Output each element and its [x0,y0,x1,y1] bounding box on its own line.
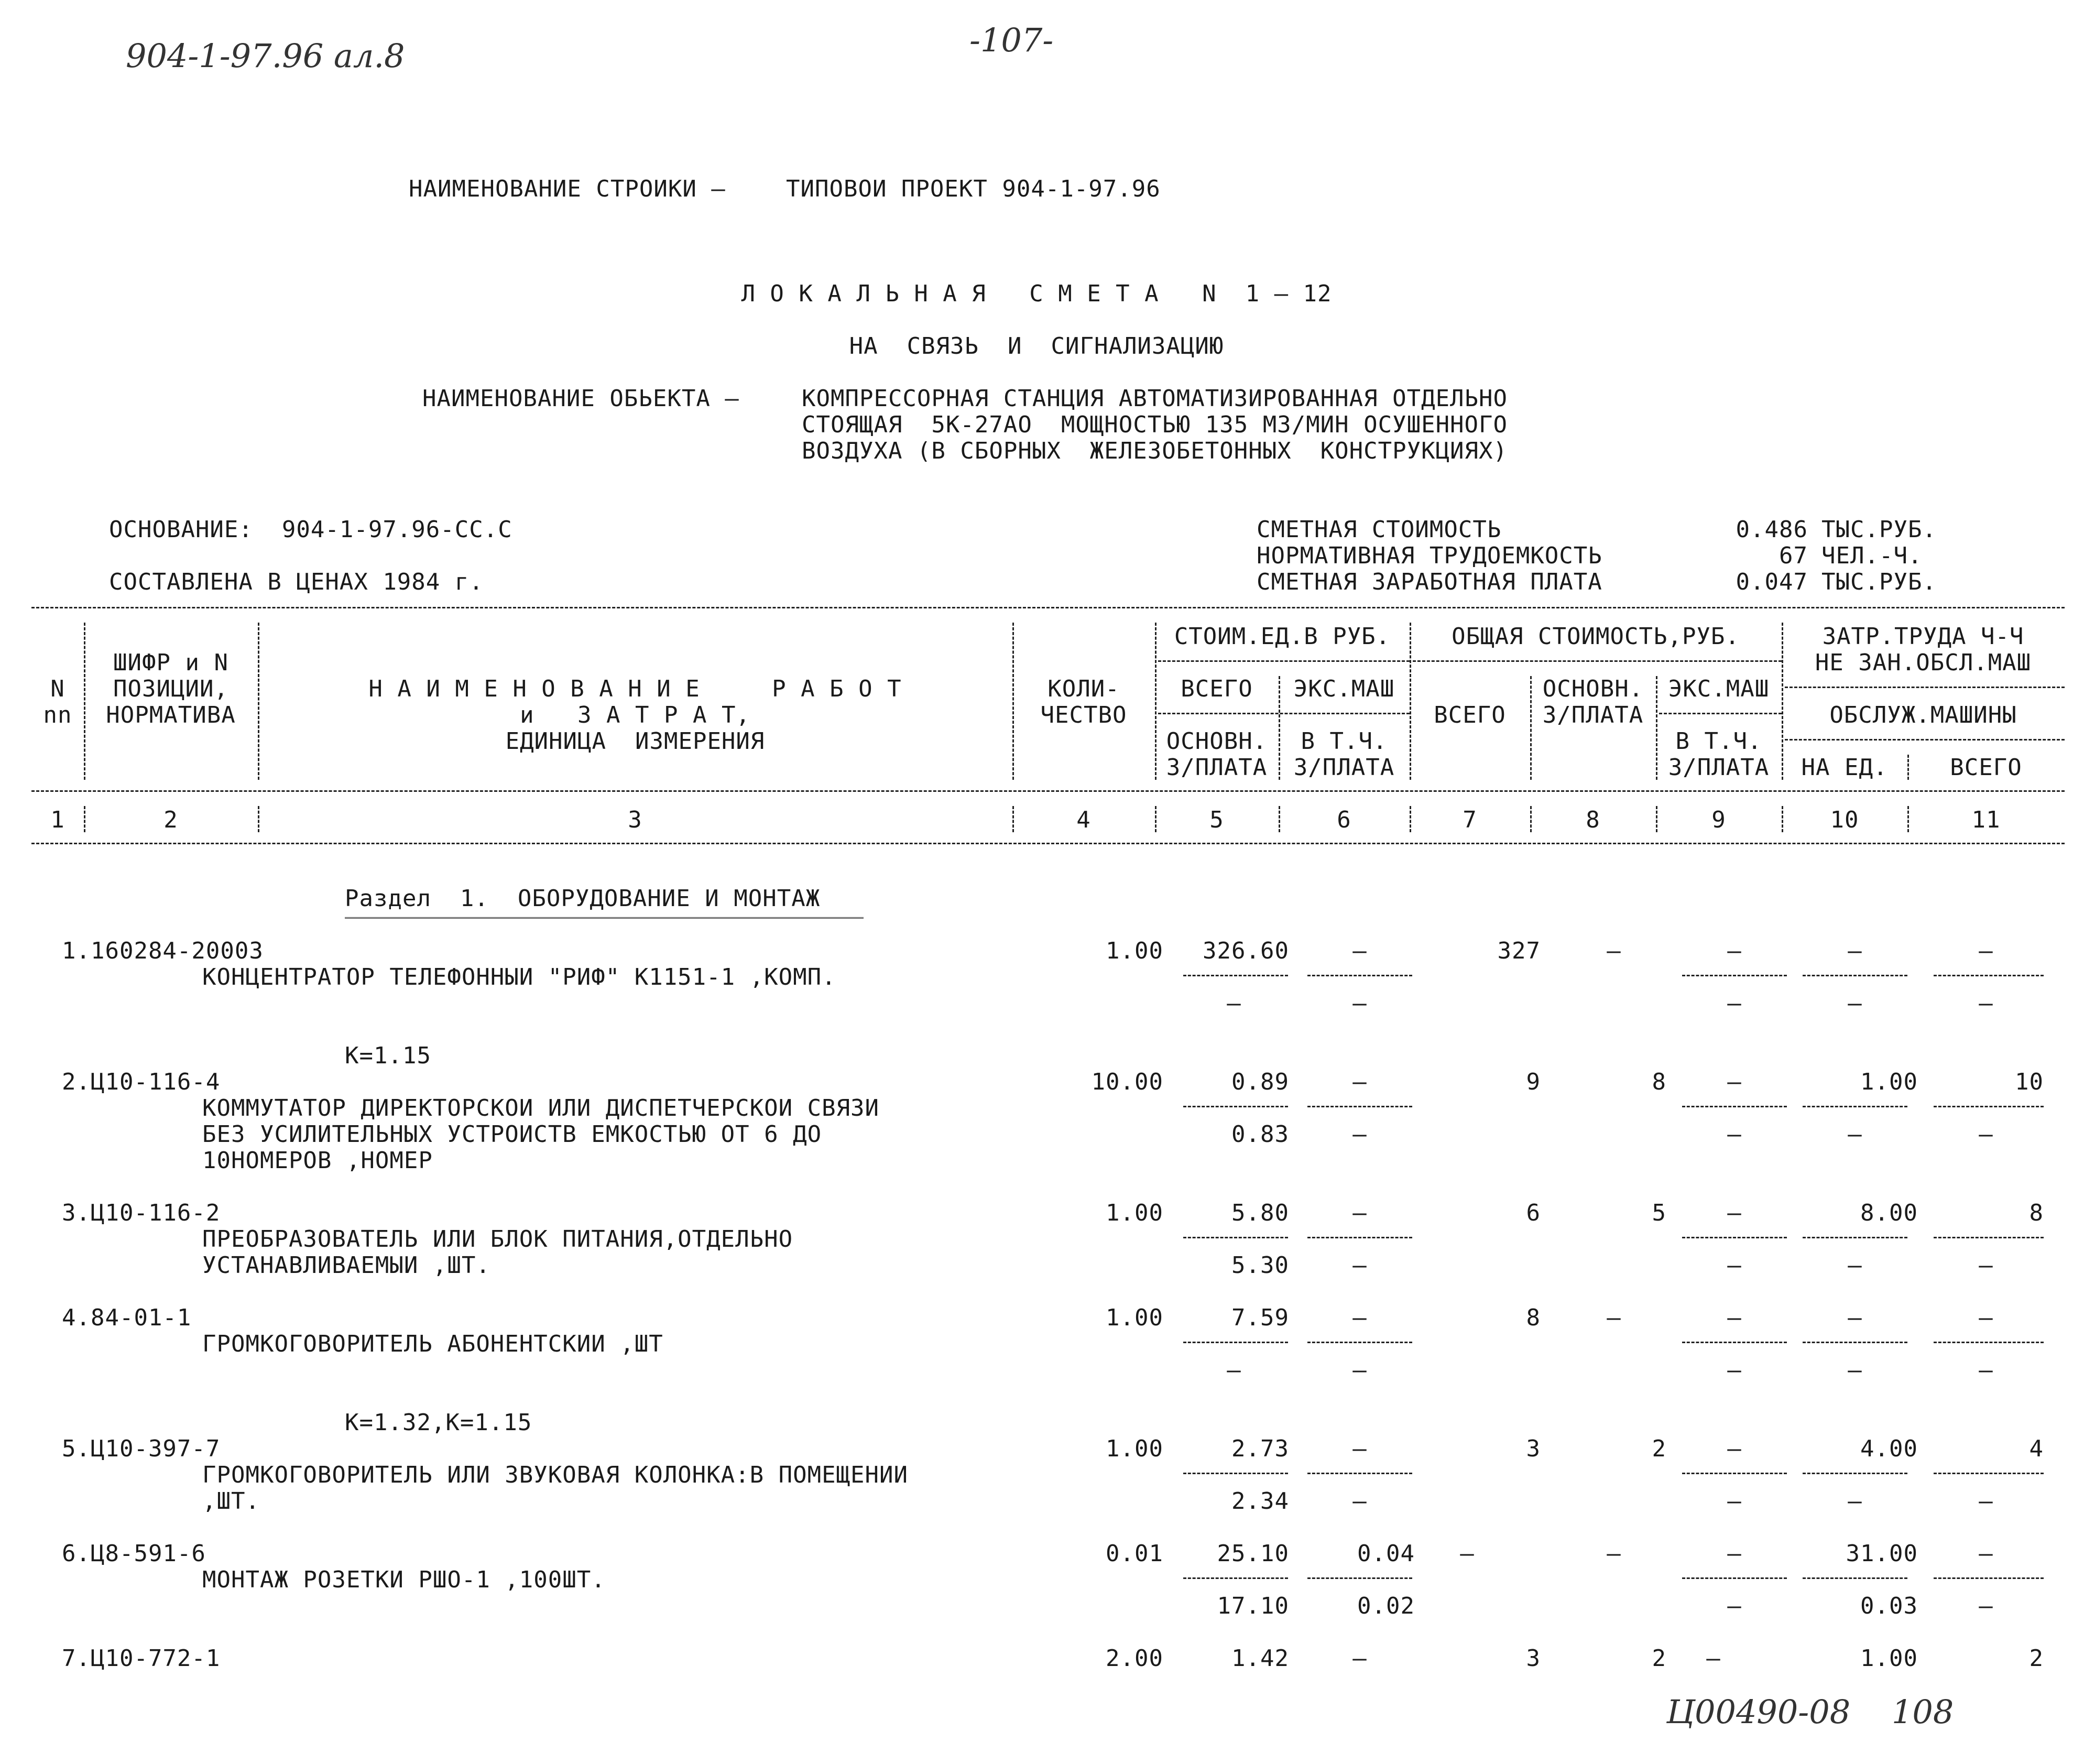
row-5-service-unit: – [1848,1488,1862,1515]
row-1-total-base: – [1607,938,1621,964]
row-1-service-unit: – [1848,990,1862,1017]
row-4-unit-base: – [1227,1357,1241,1384]
row-2-fraction [1682,1106,1787,1107]
row-5-qty: 1.00 [1106,1435,1163,1462]
coefficient-k1: К=1.15 [345,1042,431,1069]
header-unit-incl-2: З/ПЛАТА [1293,754,1395,781]
row-1-unit-incl: – [1352,990,1367,1017]
table-top-rule [31,607,2065,608]
row-2-total-incl: – [1727,1121,1742,1148]
row-2-total-base: 8 [1652,1069,1666,1095]
handwritten-page-number: -107- [969,21,1054,59]
row-1-labor-unit: – [1848,938,1862,964]
col-number-8: 8 [1586,807,1600,833]
col-number-6: 6 [1337,807,1351,833]
row-4-total-mach: – [1727,1304,1742,1331]
row-6-fraction [1934,1577,2044,1579]
row-5-code: 5.Ц10-397-7 [62,1435,221,1462]
col-divider [1530,806,1532,832]
header-subrule [1158,713,1410,714]
row-5-fraction [1307,1473,1412,1474]
row-2-unit-base: 0.83 [1231,1121,1289,1148]
header-total-base-1: ОСНОВН. [1542,676,1644,702]
object-label: НАИМЕНОВАНИЕ ОБЬЕКТА – [422,385,739,412]
row-3-fraction [1803,1237,1907,1238]
row-5-fraction [1803,1473,1907,1474]
row-3-qty: 1.00 [1106,1200,1163,1226]
row-4-total-base: – [1607,1304,1621,1331]
row-3-unit-base: 5.30 [1231,1252,1289,1279]
row-2-fraction [1934,1106,2044,1107]
row-3-unit-incl: – [1352,1252,1367,1279]
summary-value-cost: 0.486 [1736,516,1808,543]
row-4-desc-1: ГРОМКОГОВОРИТЕЛЬ АБОНЕНТСКИИ ,ШТ [202,1331,663,1357]
row-5-total-incl: – [1727,1488,1742,1515]
col-number-11: 11 [1971,807,2001,833]
row-6-code: 6.Ц8-591-6 [62,1540,206,1567]
object-line-3: ВОЗДУХА (В СБОРНЫХ ЖЕЛЕЗОБЕТОННЫХ КОНСТРУКЦИЯХ) [802,438,1508,464]
header-subrule [1158,660,1410,662]
col-divider [1012,806,1014,832]
row-6-labor-unit: 31.00 [1846,1540,1918,1567]
row-1-total-incl: – [1727,990,1742,1017]
row-2-unit-total: 0.89 [1231,1069,1289,1095]
row-2-fraction [1307,1106,1412,1107]
row-3-fraction [1682,1237,1787,1238]
row-1-fraction [1682,975,1787,976]
row-1-total: 327 [1497,938,1541,964]
row-2-qty: 10.00 [1091,1069,1163,1095]
col-number-9: 9 [1711,807,1726,833]
header-unit-total: ВСЕГО [1181,676,1253,702]
row-3-labor-total: 8 [2029,1200,2044,1226]
table-header-rule [31,790,2065,792]
header-total-mach: ЭКС.МАШ [1668,676,1770,702]
row-5-total-base: 2 [1652,1435,1666,1462]
row-1-fraction [1307,975,1412,976]
col-divider [1656,806,1657,832]
row-3-total-mach: – [1727,1200,1742,1226]
row-4-fraction [1183,1342,1288,1343]
row-6-fraction [1682,1577,1787,1579]
header-code-3: НОРМАТИВА [106,702,236,728]
row-2-labor-total: 10 [2015,1069,2044,1095]
row-4-fraction [1934,1342,2044,1343]
header-labor-service: ОБСЛУЖ.МАШИНЫ [1829,702,2017,728]
row-6-fraction [1307,1577,1412,1579]
row-6-fraction [1803,1577,1907,1579]
header-unit-base-2: З/ПЛАТА [1166,754,1268,781]
col-divider [1279,806,1280,832]
summary-value-wage: 0.047 [1736,569,1808,595]
row-6-unit-incl: 0.02 [1357,1593,1415,1619]
row-2-service-unit: – [1848,1121,1862,1148]
row-2-unit-incl: – [1352,1121,1367,1148]
row-5-labor-total: 4 [2029,1435,2044,1462]
col-divider [1907,806,1909,832]
header-total-base-2: З/ПЛАТА [1542,702,1644,728]
summary-unit-cost: ТЫС.РУБ. [1821,516,1937,543]
summary-unit-wage: ТЫС.РУБ. [1821,569,1937,595]
header-unit-cost: СТОИМ.ЕД.В РУБ. [1174,623,1391,650]
header-labor-unit: НА ЕД. [1801,754,1888,781]
row-3-total-incl: – [1727,1252,1742,1279]
row-5-fraction [1682,1473,1787,1474]
estimate-title: Л О К А Л Ь Н А Я С М Е Т А N 1 – 12 [741,280,1332,307]
header-total-incl-1: В Т.Ч. [1675,728,1762,755]
header-name-3: ЕДИНИЦА ИЗМЕРЕНИЯ [505,728,765,755]
row-5-desc-2: ,ШТ. [202,1488,260,1515]
row-6-total: – [1460,1540,1475,1567]
row-4-code: 4.84-01-1 [62,1304,192,1331]
row-6-qty: 0.01 [1106,1540,1163,1567]
header-unit-base-1: ОСНОВН. [1166,728,1268,755]
col-number-5: 5 [1209,807,1224,833]
table-numbers-rule [31,843,2065,844]
row-2-desc-1: КОММУТАТОР ДИРЕКТОРСКОИ ИЛИ ДИСПЕТЧЕРСКОИ СВЯЗИ [202,1095,880,1121]
header-total-cost: ОБЩАЯ СТОИМОСТЬ,РУБ. [1452,623,1740,650]
construction-label: НАИМЕНОВАНИЕ СТРОИКИ – [409,176,726,202]
row-5-labor-unit: 4.00 [1860,1435,1918,1462]
summary-value-labor: 67 [1779,542,1808,569]
row-4-fraction [1803,1342,1907,1343]
row-3-service-total: – [1979,1252,1993,1279]
row-4-unit-incl: – [1352,1357,1367,1384]
row-7-unit-total: 1.42 [1231,1645,1289,1672]
row-2-code: 2.Ц10-116-4 [62,1069,221,1095]
row-5-service-total: – [1979,1488,1993,1515]
row-6-total-mach: – [1727,1540,1742,1567]
row-4-total-incl: – [1727,1357,1742,1384]
row-1-fraction [1934,975,2044,976]
row-5-unit-incl: – [1352,1488,1367,1515]
row-1-unit-total: 326.60 [1203,938,1289,964]
row-5-fraction [1934,1473,2044,1474]
estimate-subtitle: НА СВЯЗЬ И СИГНАЛИЗАЦИЮ [849,333,1224,360]
row-1-qty: 1.00 [1106,938,1163,964]
row-6-labor-total: – [1979,1540,1993,1567]
header-unit-incl-1: В Т.Ч. [1301,728,1388,755]
row-3-unit-mach: – [1352,1200,1367,1226]
col-number-3: 3 [628,807,642,833]
col-divider [1155,806,1156,832]
prices-text: СОСТАВЛЕНА В ЦЕНАХ 1984 г. [109,569,484,595]
row-1-desc-1: КОНЦЕНТРАТОР ТЕЛЕФОННЫИ "РИФ" К1151-1 ,КОМП. [202,964,836,990]
row-4-unit-mach: – [1352,1304,1367,1331]
row-6-unit-total: 25.10 [1217,1540,1289,1567]
header-subrule [1413,660,1782,662]
row-2-desc-2: БЕЗ УСИЛИТЕЛЬНЫХ УСТРОИСТВ ЕМКОСТЬЮ ОТ 6 ДО [202,1121,822,1148]
row-2-fraction [1183,1106,1288,1107]
row-1-fraction [1183,975,1288,976]
row-2-fraction [1803,1106,1907,1107]
header-qty-2: ЧЕСТВО [1040,702,1127,728]
row-7-total-base: 2 [1652,1645,1666,1672]
header-n: N [50,676,65,702]
object-line-1: КОМПРЕССОРНАЯ СТАНЦИЯ АВТОМАТИЗИРОВАННАЯ ОТДЕЛЬНО [802,385,1508,412]
row-3-fraction [1307,1237,1412,1238]
row-1-service-total: – [1979,990,1993,1017]
basis-text: ОСНОВАНИЕ: 904-1-97.96-СС.С [109,516,512,543]
header-name-2: и З А Т Р А Т, [520,702,750,728]
header-code-1: ШИФР и N [113,649,228,676]
row-6-total-incl: – [1727,1593,1742,1619]
row-2-service-total: – [1979,1121,1993,1148]
row-6-desc-1: МОНТАЖ РОЗЕТКИ РШО-1 ,100ШТ. [202,1566,606,1593]
section-title: Раздел 1. ОБОРУДОВАНИЕ И МОНТАЖ [345,885,821,912]
row-3-service-unit: – [1848,1252,1862,1279]
row-3-fraction [1934,1237,2044,1238]
summary-unit-labor: ЧЕЛ.-Ч. [1821,542,1923,569]
row-7-unit-mach: – [1352,1645,1367,1672]
row-7-labor-total: 2 [2029,1645,2044,1672]
row-5-fraction [1183,1473,1288,1474]
row-3-code: 3.Ц10-116-2 [62,1200,221,1226]
row-4-service-total: – [1979,1357,1993,1384]
col-divider [258,806,259,832]
header-labor-2: НЕ ЗАН.ОБСЛ.МАШ [1815,649,2032,676]
row-1-unit-mach: – [1352,938,1367,964]
row-7-qty: 2.00 [1106,1645,1163,1672]
row-5-unit-total: 2.73 [1231,1435,1289,1462]
header-total-incl-2: З/ПЛАТА [1668,754,1770,781]
row-2-total: 9 [1526,1069,1541,1095]
summary-label-labor: НОРМАТИВНАЯ ТРУДОЕМКОСТЬ [1257,542,1602,569]
coefficient-k2: К=1.32,К=1.15 [345,1409,532,1436]
row-6-service-unit: 0.03 [1860,1593,1918,1619]
row-1-labor-total: – [1979,938,1993,964]
row-3-unit-total: 5.80 [1231,1200,1289,1226]
col-number-4: 4 [1076,807,1091,833]
header-labor-1: ЗАТР.ТРУДА Ч-Ч [1822,623,2024,650]
col-number-10: 10 [1830,807,1859,833]
row-3-total: 6 [1526,1200,1541,1226]
construction-value: ТИПОВОИ ПРОЕКТ 904-1-97.96 [786,176,1161,202]
col-number-7: 7 [1463,807,1477,833]
row-2-unit-mach: – [1352,1069,1367,1095]
handwritten-archive-number: Ц00490-08 108 [1666,1693,1954,1731]
row-2-total-mach: – [1727,1069,1742,1095]
row-7-total: 3 [1526,1645,1541,1672]
row-3-fraction [1183,1237,1288,1238]
col-number-1: 1 [50,807,65,833]
row-5-desc-1: ГРОМКОГОВОРИТЕЛЬ ИЛИ ЗВУКОВАЯ КОЛОНКА:В ПОМЕЩЕНИИ [202,1462,909,1488]
row-4-qty: 1.00 [1106,1304,1163,1331]
row-2-labor-unit: 1.00 [1860,1069,1918,1095]
row-5-total: 3 [1526,1435,1541,1462]
header-nn: nn [43,702,72,728]
row-3-labor-unit: 8.00 [1860,1200,1918,1226]
col-divider [1410,806,1411,832]
header-code-2: ПОЗИЦИИ, [113,676,228,702]
row-2-desc-3: 10НОМЕРОВ ,НОМЕР [202,1147,433,1174]
header-qty-1: КОЛИ- [1048,676,1120,702]
row-1-unit-base: – [1227,990,1241,1017]
header-total-all: ВСЕГО [1434,702,1506,728]
col-divider [1782,806,1783,832]
row-4-total: 8 [1526,1304,1541,1331]
section-underline [345,917,864,919]
row-7-total-mach: – [1706,1645,1721,1672]
row-7-labor-unit: 1.00 [1860,1645,1918,1672]
row-3-total-base: 5 [1652,1200,1666,1226]
row-4-labor-total: – [1979,1304,1993,1331]
row-5-unit-base: 2.34 [1231,1488,1289,1515]
col-number-2: 2 [163,807,178,833]
header-labor-total: ВСЕГО [1950,754,2022,781]
summary-label-wage: СМЕТНАЯ ЗАРАБОТНАЯ ПЛАТА [1257,569,1602,595]
row-3-desc-1: ПРЕОБРАЗОВАТЕЛЬ ИЛИ БЛОК ПИТАНИЯ,ОТДЕЛЬНО [202,1226,793,1253]
object-line-2: СТОЯЩАЯ 5К-27АО МОЩНОСТЬЮ 135 М3/МИН ОСУШЕННОГО [802,411,1508,438]
row-1-total-mach: – [1727,938,1742,964]
header-name-1: Н А И М Е Н О В А Н И Е Р А Б О Т [368,676,902,702]
row-3-desc-2: УСТАНАВЛИВАЕМЫИ ,ШТ. [202,1252,490,1279]
row-4-fraction [1307,1342,1412,1343]
row-6-unit-mach: 0.04 [1357,1540,1415,1567]
row-6-fraction [1183,1577,1288,1579]
handwritten-doc-code: 904-1-97.96 ал.8 [126,37,405,75]
header-subrule [1659,713,1782,714]
header-subrule [1785,687,2065,688]
row-5-unit-mach: – [1352,1435,1367,1462]
header-unit-mach: ЭКС.МАШ [1293,676,1395,702]
row-7-code: 7.Ц10-772-1 [62,1645,221,1672]
row-6-service-total: – [1979,1593,1993,1619]
row-6-total-base: – [1607,1540,1621,1567]
row-6-unit-base: 17.10 [1217,1593,1289,1619]
row-4-fraction [1682,1342,1787,1343]
row-1-fraction [1803,975,1907,976]
col-divider [84,806,85,832]
row-1-code: 1.160284-20003 [62,938,264,964]
row-4-unit-total: 7.59 [1231,1304,1289,1331]
row-4-service-unit: – [1848,1357,1862,1384]
row-5-total-mach: – [1727,1435,1742,1462]
row-4-labor-unit: – [1848,1304,1862,1331]
summary-label-cost: СМЕТНАЯ СТОИМОСТЬ [1257,516,1502,543]
header-subrule [1785,739,2065,741]
